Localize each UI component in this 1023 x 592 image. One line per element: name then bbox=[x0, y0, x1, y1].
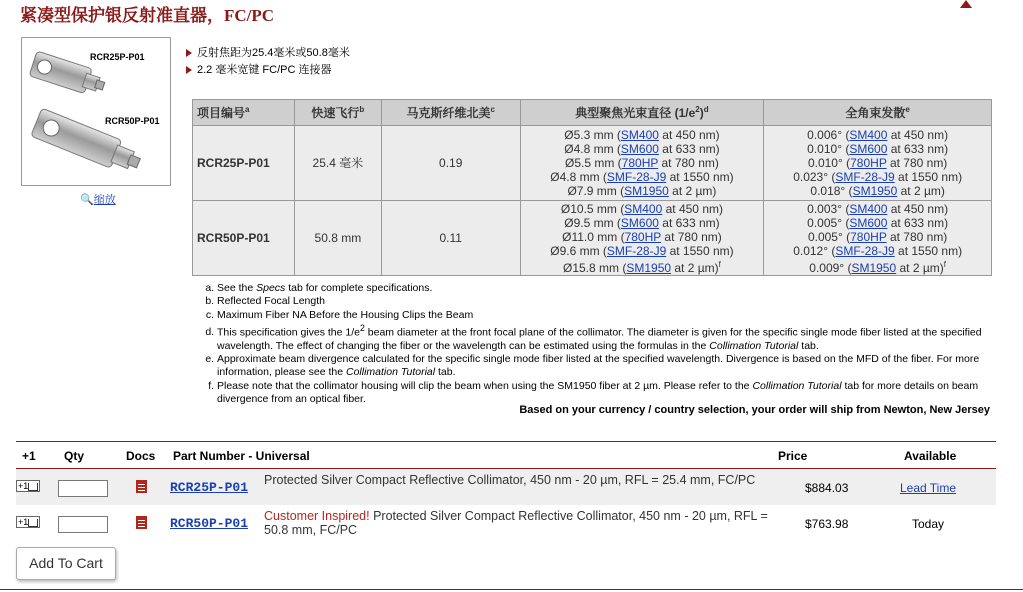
spec-beam-divergence: 0.003° (SM400 at 450 nm) 0.005° (SM600 at 633 nm) 0.005° (780HP at 780 nm) 0.012° (SMF-28-J9 at 1550 nm) 0.009° (SM1950 at 2 µm)$^f$ bbox=[764, 201, 992, 276]
header-plus1: +1 bbox=[22, 449, 36, 463]
fiber-link[interactable]: SM600 bbox=[849, 215, 888, 230]
fiber-link[interactable]: SM400 bbox=[620, 128, 659, 142]
part-number-link[interactable]: RCR50P-P01 bbox=[170, 516, 249, 531]
fiber-link[interactable]: SM1950 bbox=[852, 184, 898, 198]
fiber-link[interactable]: SM600 bbox=[620, 142, 659, 156]
footnote: f. Please note that the collimator housing will clip the beam when using the SM1950 fiber at 2 µm. Please refer to the Collimation Tutorial tab for more details on beam divergence from an optical fiber. bbox=[217, 380, 990, 407]
document-icon[interactable] bbox=[136, 516, 147, 529]
footnote: a. See the Specs tab for complete specifications. bbox=[217, 282, 990, 295]
fiber-link[interactable]: SMF-28-J9 bbox=[835, 243, 895, 258]
cart-icon bbox=[28, 483, 38, 491]
feature-item: 反射焦距为25.4毫米或50.8毫米 bbox=[186, 45, 350, 62]
back-to-top-arrow-icon[interactable] bbox=[960, 0, 972, 8]
fiber-link[interactable]: SM400 bbox=[624, 201, 663, 216]
footnote: e. Approximate beam divergence calculated for the specific single mode fiber listed at the specified wavelength. Divergence is based on the MFD of the fiber. For more information, please see the Collimation Tutorial tab. bbox=[217, 353, 990, 380]
spec-rfl: 50.8 mm bbox=[294, 201, 381, 276]
spec-na: 0.11 bbox=[381, 201, 520, 276]
spec-part-number: RCR25P-P01 bbox=[193, 126, 295, 201]
zoom-link[interactable] bbox=[80, 191, 116, 207]
footnote: b. Reflected Focal Length bbox=[217, 295, 990, 308]
image-label-rcr50p: RCR50P-P01 bbox=[105, 116, 160, 126]
document-icon[interactable] bbox=[136, 480, 147, 493]
table-row bbox=[16, 469, 996, 505]
feature-item: 2.2 毫米宽键 FC/PC 连接器 bbox=[186, 62, 350, 79]
fiber-link[interactable]: SM1950 bbox=[624, 184, 669, 198]
bottom-divider bbox=[0, 589, 1023, 590]
availability[interactable] bbox=[898, 481, 958, 495]
spec-beam-diameter: Ø5.3 mm (SM400 at 450 nm) Ø4.8 mm (SM600 at 633 nm) Ø5.5 mm (780HP at 780 nm) Ø4.8 mm (SMF-28-J9 at 1550 nm) Ø7.9 mm (SM1950 at 2 µm) bbox=[520, 126, 764, 201]
header-qty: Qty bbox=[64, 449, 85, 463]
fiber-link[interactable]: SMF-28-J9 bbox=[835, 170, 895, 184]
footnote: d. This specification gives the $1/e^2$ beam diameter at the front focal plane of the collimator. The diameter is given for the specific single mode fiber listed at the specified wavelength. The effect of changing the fiber or the wavelength can be estimated using the formulas in the Collimation Tutorial tab. bbox=[217, 322, 990, 353]
quantity-input[interactable] bbox=[58, 480, 108, 497]
fiber-link[interactable]: SMF-28-J9 bbox=[606, 243, 667, 258]
spec-header-divergence: 全角束发散$^e$ bbox=[764, 100, 992, 126]
spec-header-na: 马克斯纤维北美$^c$ bbox=[381, 100, 520, 126]
fiber-link[interactable]: SM400 bbox=[849, 128, 888, 142]
spec-na: 0.19 bbox=[381, 126, 520, 201]
table-row bbox=[16, 505, 996, 541]
fiber-link[interactable]: SM600 bbox=[849, 142, 888, 156]
customer-inspired-badge: Customer Inspired! bbox=[264, 509, 370, 523]
header-part-number: Part Number - Universal bbox=[173, 449, 310, 463]
add-to-cart-button[interactable]: Add To Cart bbox=[16, 547, 116, 580]
header-price: Price bbox=[778, 449, 808, 463]
product-description: Protected Silver Compact Reflective Collimator, 450 nm - 20 µm, RFL = 25.4 mm, FC/PC bbox=[264, 473, 756, 487]
feature-list bbox=[186, 45, 350, 79]
fiber-link[interactable]: SM600 bbox=[620, 215, 659, 230]
price: $884.03 bbox=[805, 481, 849, 495]
spec-header-rfl: 快速飞行$^b$ bbox=[294, 100, 381, 126]
zoom-link-text[interactable]: 缩放 bbox=[93, 194, 116, 206]
lead-time-link[interactable]: Lead Time bbox=[899, 481, 957, 495]
product-description: Customer Inspired! Protected Silver Compact Reflective Collimator, 450 nm - 20 µm, RFL = 50.8 mm, FC/PC bbox=[264, 509, 768, 537]
header-docs: Docs bbox=[126, 449, 156, 463]
fiber-link[interactable]: 780HP bbox=[850, 156, 887, 170]
product-image[interactable] bbox=[21, 37, 171, 186]
shipping-note: Based on your currency / country selection, your order will ship from Newton, New Jersey bbox=[519, 404, 990, 416]
page-title: 紧凑型保护银反射准直器，FC/PC bbox=[20, 6, 275, 25]
add-one-button[interactable]: +1 bbox=[16, 516, 40, 528]
price: $763.98 bbox=[805, 517, 849, 531]
cart-table-header bbox=[16, 441, 996, 469]
spec-row bbox=[193, 126, 992, 201]
quantity-input[interactable] bbox=[58, 516, 108, 533]
availability: Today bbox=[911, 517, 945, 531]
footnote: c. Maximum Fiber NA Before the Housing Clips the Beam bbox=[217, 309, 990, 322]
add-one-button[interactable]: +1 bbox=[16, 480, 40, 492]
spec-header-item: 项目编号$^a$ bbox=[193, 100, 295, 126]
spec-beam-diameter: Ø10.5 mm (SM400 at 450 nm) Ø9.5 mm (SM600 at 633 nm) Ø11.0 mm (780HP at 780 nm) Ø9.6 mm (SMF-28-J9 at 1550 nm) Ø15.8 mm (SM1950 at 2 µm)$^f$ bbox=[520, 201, 764, 276]
spec-row bbox=[193, 201, 992, 276]
spec-part-number: RCR50P-P01 bbox=[193, 201, 295, 276]
fiber-link[interactable]: 780HP bbox=[624, 229, 662, 244]
part-number-link[interactable]: RCR25P-P01 bbox=[170, 480, 249, 495]
fiber-link[interactable]: SMF-28-J9 bbox=[606, 170, 667, 184]
image-label-rcr25p: RCR25P-P01 bbox=[90, 52, 145, 62]
magnifier-icon: 🔍 bbox=[80, 194, 94, 206]
header-available: Available bbox=[904, 449, 957, 463]
spec-header-diameter: 典型聚焦光束直径 $(1/e^2)^d$ bbox=[520, 100, 764, 126]
cart-icon bbox=[28, 519, 38, 527]
fiber-link[interactable]: 780HP bbox=[850, 229, 887, 244]
spec-rfl: 25.4 毫米 bbox=[294, 126, 381, 201]
fiber-link[interactable]: 780HP bbox=[621, 156, 659, 170]
spec-beam-divergence: 0.006° (SM400 at 450 nm) 0.010° (SM600 at 633 nm) 0.010° (780HP at 780 nm) 0.023° (SMF-28-J9 at 1550 nm) 0.018° (SM1950 at 2 µm) bbox=[764, 126, 992, 201]
fiber-link[interactable]: SM1950 bbox=[851, 260, 897, 275]
footnotes bbox=[205, 282, 990, 406]
fiber-link[interactable]: SM400 bbox=[849, 201, 888, 216]
spec-table bbox=[192, 99, 992, 276]
fiber-link[interactable]: SM1950 bbox=[626, 260, 672, 275]
